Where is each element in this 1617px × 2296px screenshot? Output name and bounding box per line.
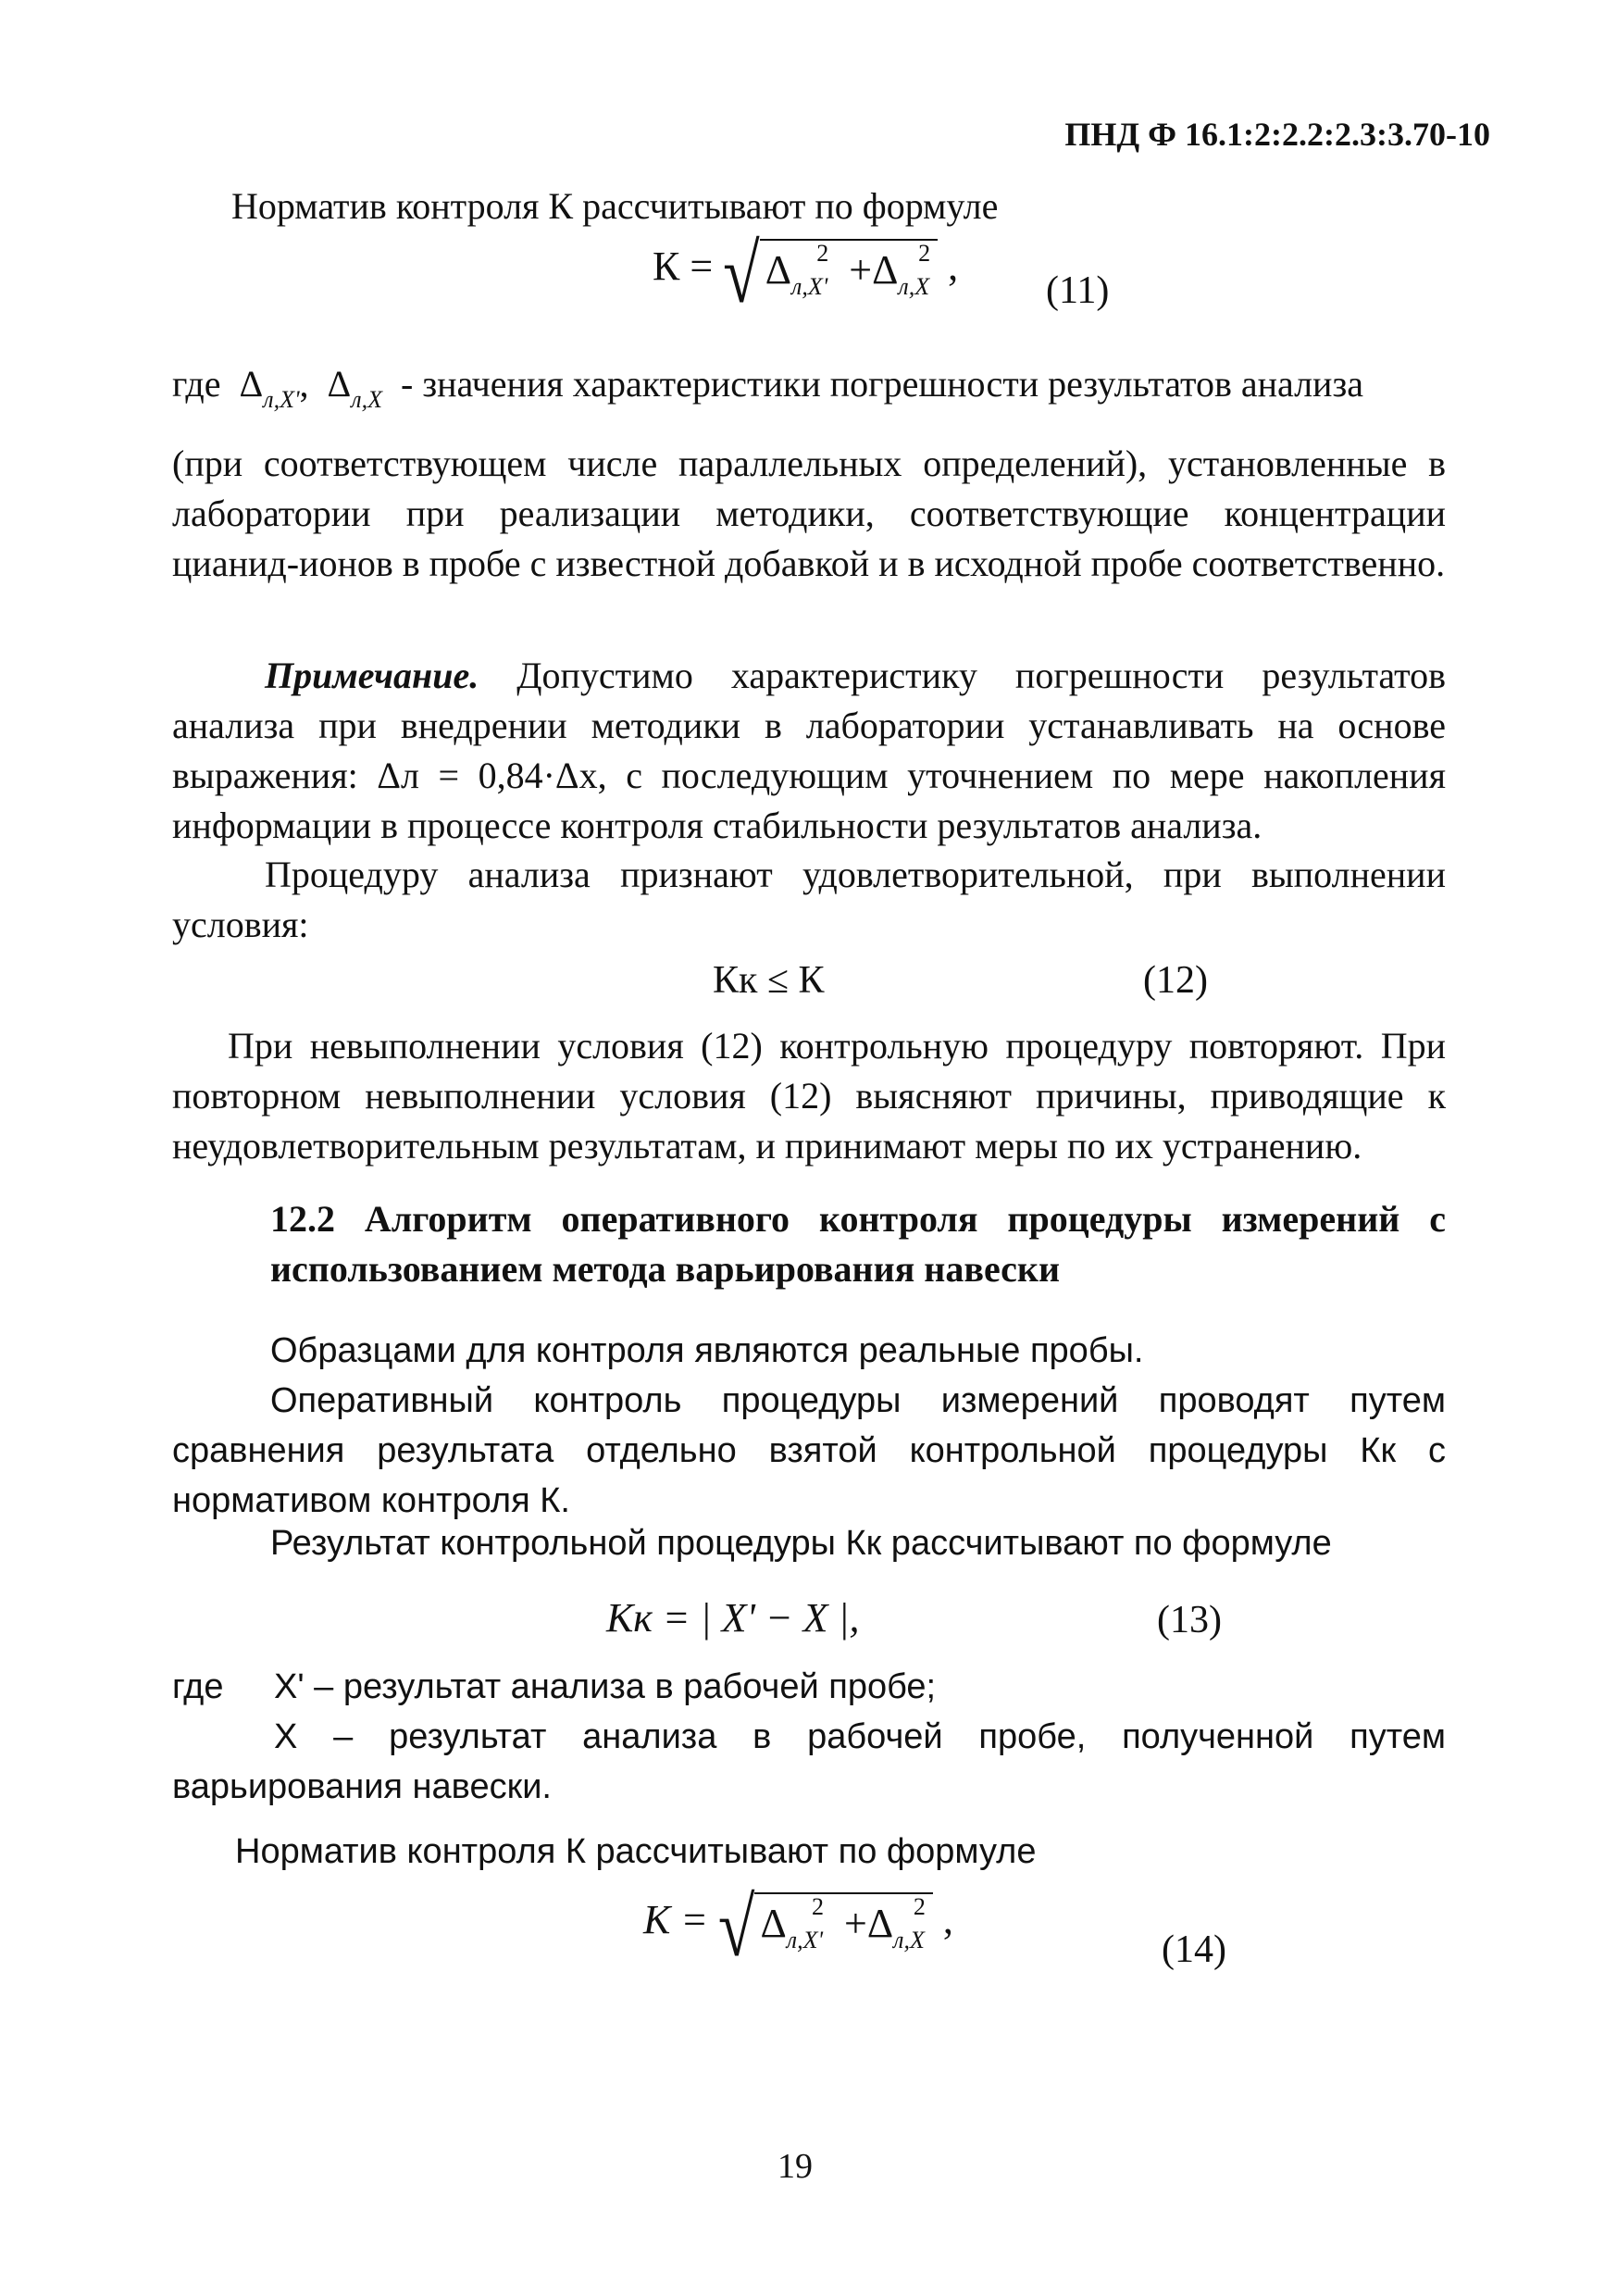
formula-14-tail: , (942, 1897, 953, 1943)
where-line (172, 359, 1468, 425)
radical-icon: √ (723, 227, 760, 320)
formula-14-sub2: л,Х (893, 1927, 925, 1953)
where-prefix: где (172, 363, 221, 405)
formula-11-term1: Δ (765, 247, 791, 293)
formula-14-sqrt (717, 1880, 933, 1974)
formula-11-sub1: л,Х' (790, 273, 828, 300)
where-line-1: X' – результат анализа в рабочей пробе; (274, 1667, 937, 1706)
formula-13: Кк = | X' − X |, (606, 1595, 860, 1641)
paragraph-condition: Процедуру анализа признают удовлетворительной, при выполнении условия: (172, 854, 1446, 945)
formula-11-lhs: К = (653, 243, 714, 290)
note-text: Допустимо характеристику погрешности результатов анализа при внедрении методики в лаборатории устанавливать на основе выражения: Δл = 0,84·Δх, с последующим уточнением по мере накопления информации в процессе контроля стабильности результатов анализа. (172, 655, 1446, 846)
formula-12: Кк ≤ К (713, 959, 825, 1002)
formula-11-sup2: 2 (918, 240, 931, 267)
radical-icon: √ (717, 1880, 755, 1974)
note-label: Примечание. (265, 655, 479, 696)
formula-14-sup2: 2 (913, 1893, 926, 1920)
formula-11 (653, 227, 959, 320)
formula-11-sub2: л,Х (898, 273, 930, 300)
paragraph-normative: Норматив контроля К рассчитывают по формуле (235, 1832, 1037, 1871)
formula-11-sup1: 2 (816, 240, 829, 267)
where-line-2: X – результат анализа в рабочей пробе, полученной путем варьирования навески. (172, 1717, 1446, 1806)
formula-11-sqrt (723, 227, 938, 320)
equation-number-11: (11) (1046, 269, 1110, 312)
formula-14-term1: Δ (760, 1901, 787, 1946)
formula-11-term2: +Δ (849, 247, 899, 293)
where-subscript-1: л,Х' (263, 386, 300, 413)
note-paragraph (172, 651, 1446, 851)
where-subscript-2: л,Х (351, 386, 382, 413)
paragraph-samples: Образцами для контроля являются реальные пробы. (270, 1331, 1144, 1370)
where-description: - значения характеристики погрешности результатов анализа (401, 363, 1364, 405)
section-heading: 12.2 Алгоритм оперативного контроля процедуры измерений с использованием метода варьирования навески (270, 1198, 1446, 1290)
paragraph-repeat: При невыполнении условия (12) контрольную процедуру повторяют. При повторном невыполнении условия (12) выясняют причины, приводящие к неудовлетворительным результатам, и принимают меры по их устранению. (172, 1025, 1446, 1167)
formula-14-term2: +Δ (844, 1901, 894, 1946)
where-symbol-2: Δ (327, 363, 352, 405)
equation-number-12: (12) (1143, 959, 1208, 1002)
paragraph-1: (при соответствующем числе параллельных определений), установленные в лаборатории при реализации методики, соответствующие концентрации цианид-ионов в пробе с известной добавкой и в исходной пробе соответственно. (172, 443, 1446, 584)
formula-14-sup1: 2 (812, 1893, 825, 1920)
equation-number-14: (14) (1162, 1928, 1226, 1971)
where-separator: , (299, 363, 309, 405)
document-code: ПНД Ф 16.1:2:2.2:2.3:3.70-10 (1064, 116, 1490, 153)
where-prefix-2: где (172, 1667, 224, 1706)
page-number: 19 (777, 2147, 813, 2186)
paragraph-operative: Оперативный контроль процедуры измерений проводят путем сравнения результата отдельно взятой контрольной процедуры Кк с нормативом контроля К. (172, 1381, 1446, 1520)
paragraph-result: Результат контрольной процедуры Кк рассчитывают по формуле (270, 1524, 1332, 1563)
formula-14 (643, 1880, 953, 1974)
equation-number-13: (13) (1157, 1599, 1222, 1641)
formula-14-lhs: К = (643, 1897, 708, 1943)
formula-14-sub1: л,Х' (786, 1927, 824, 1953)
where-symbol-1: Δ (239, 363, 264, 405)
formula-11-tail: , (948, 243, 959, 290)
intro-line: Норматив контроля К рассчитывают по формуле (231, 185, 999, 227)
